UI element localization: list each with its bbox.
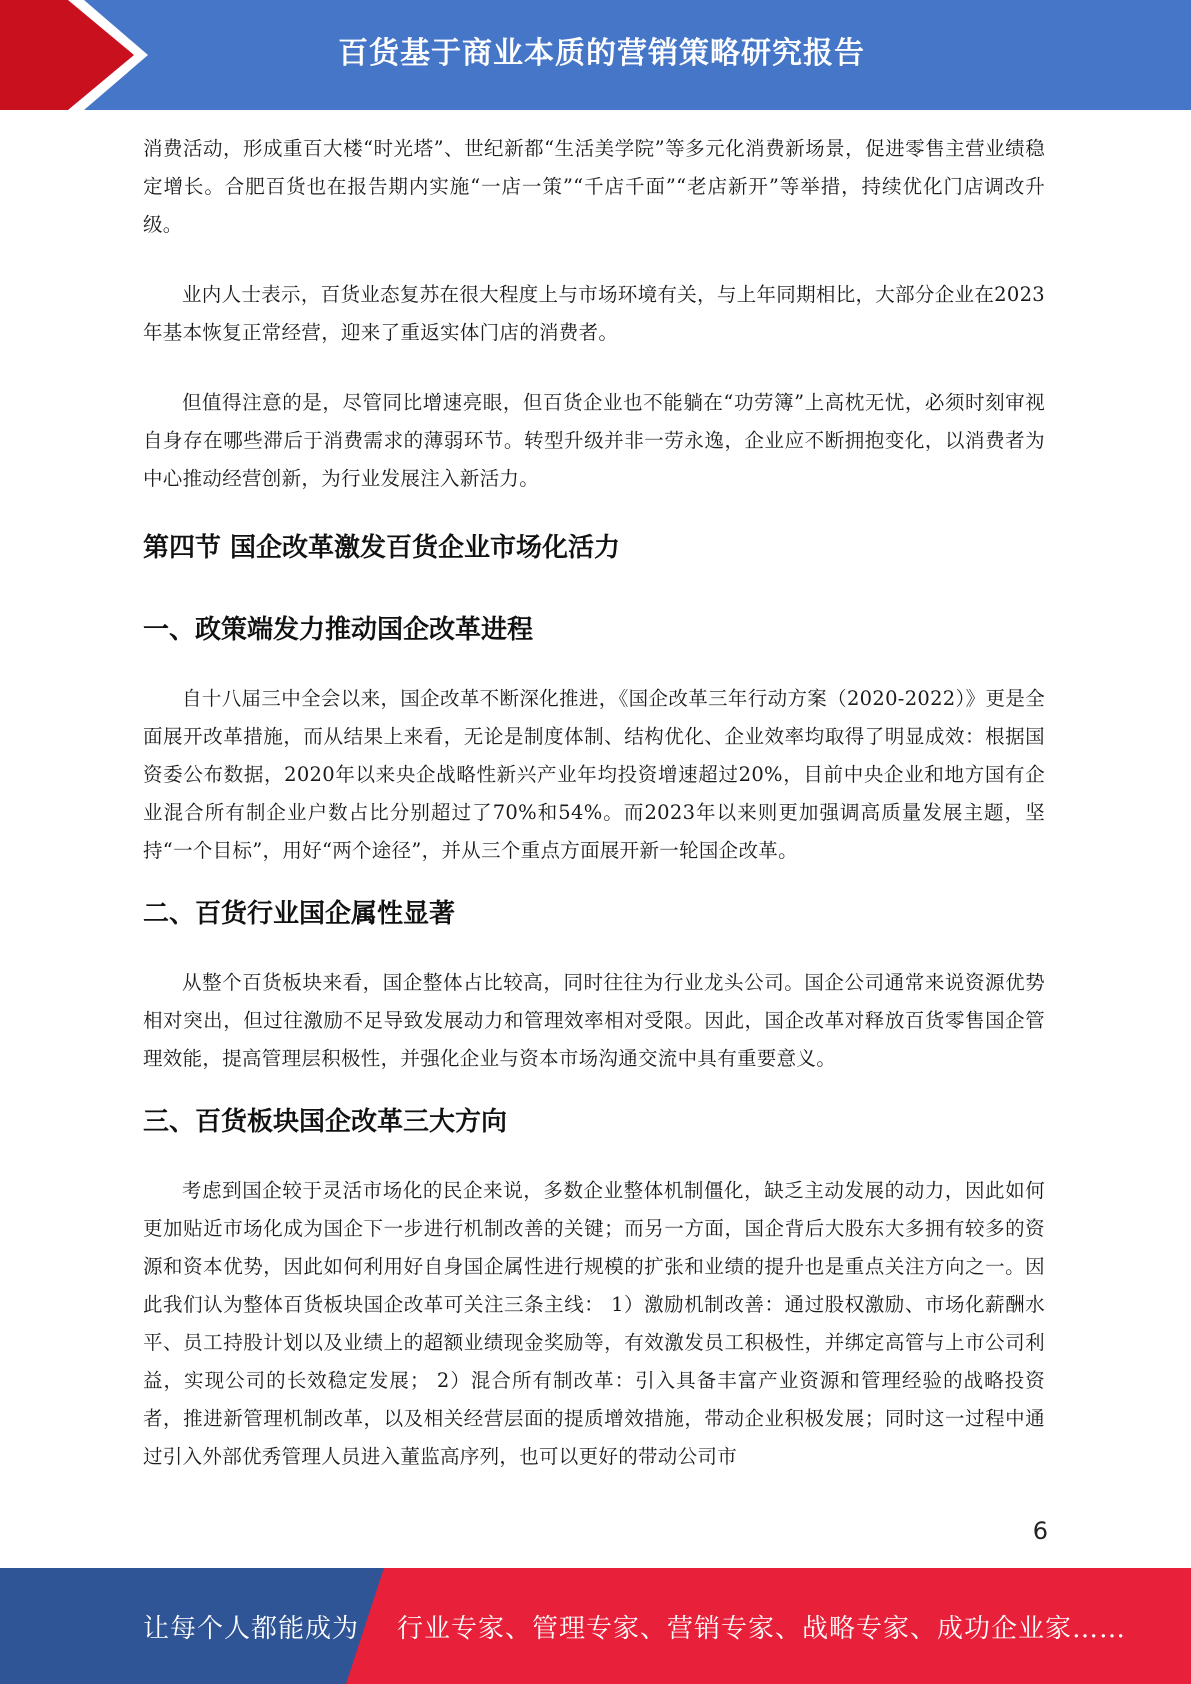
page-header: [0, 0, 1191, 110]
header-title: 百货基于商业本质的营销策略研究报告: [338, 36, 865, 71]
page-number: 6: [1032, 1517, 1048, 1545]
subsection-title-1: 一、政策端发力推动国企改革进程: [143, 615, 534, 645]
subsection-title-3: 三、百货板块国企改革三大方向: [143, 1107, 508, 1137]
paragraph-3: 但值得注意的是，尽管同比增速亮眼，但百货企业也不能躺在“功劳簿”上高枕无忧，必须时刻审视自身存在哪些滞后于消费需求的薄弱环节。转型升级并非一劳永逸，企业应不断拥抱变化，以消费者为中心推动经营创新，为行业发展注入新活力。: [143, 391, 1045, 490]
subsection-title-2: 二、百货行业国企属性显著: [143, 899, 456, 929]
paragraph-6: 考虑到国企较于灵活市场化的民企来说，多数企业整体机制僵化，缺乏主动发展的动力，因此如何更加贴近市场化成为国企下一步进行机制改善的关键；而另一方面，国企背后大股东大多拥有较多的资源和资本优势，因此如何利用好自身国企属性进行规模的扩张和业绩的提升也是重点关注方向之一。因此我们认为整体百货板块国企改革可关注三条主线： 1）激励机制改善：通过股权激励、市场化薪酬水平、员工持股计划以及业绩上的超额业绩现金奖励等，有效激发员工积极性，并绑定高管与上市公司利益，实现公司的长效稳定发展； 2）混合所有制改革：引入具备丰富产业资源和管理经验的战略投资者，推进新管理机制改革，以及相关经营层面的提质增效措施，带动企业积极发展；同时这一过程中通过引入外部优秀管理人员进入董监高序列，也可以更好的带动公司市: [143, 1179, 1045, 1468]
paragraph-2: 业内人士表示，百货业态复苏在很大程度上与市场环境有关，与上年同期相比，大部分企业在2023年基本恢复正常经营，迎来了重返实体门店的消费者。: [143, 283, 1045, 344]
page-footer: [0, 1568, 1191, 1684]
paragraph-5: 从整个百货板块来看，国企整体占比较高，同时往往为行业龙头公司。国企公司通常来说资源优势相对突出，但过往激励不足导致发展动力和管理效率相对受限。因此，国企改革对释放百货零售国企管理效能，提高管理层积极性，并强化企业与资本市场沟通交流中具有重要意义。: [143, 971, 1045, 1070]
paragraph-4: 自十八届三中全会以来，国企改革不断深化推进，《国企改革三年行动方案（2020-2022）》更是全面展开改革措施，而从结果上来看，无论是制度体制、结构优化、企业效率均取得了明显成效：根据国资委公布数据，2020年以来央企战略性新兴产业年均投资增速超过20%，目前中央企业和地方国有企业混合所有制企业户数占比分别超过了70%和54%。而2023年以来则更加强调高质量发展主题，坚持“一个目标”，用好“两个途径”，并从三个重点方面展开新一轮国企改革。: [143, 687, 1045, 862]
paragraph-1: 消费活动，形成重百大楼“时光塔”、世纪新都“生活美学院”等多元化消费新场景，促进零售主营业绩稳定增长。合肥百货也在报告期内实施“一店一策”“千店千面”“老店新开”等举措，持续优化门店调改升级。: [143, 137, 1045, 236]
footer-slogan-left: 让每个人都能成为: [143, 1614, 360, 1644]
document-body: [143, 130, 1045, 1476]
footer-slogan-right: 行业专家、管理专家、营销专家、战略专家、成功企业家……: [397, 1614, 1127, 1644]
section-title: 第四节 国企改革激发百货企业市场化活力: [143, 533, 621, 563]
